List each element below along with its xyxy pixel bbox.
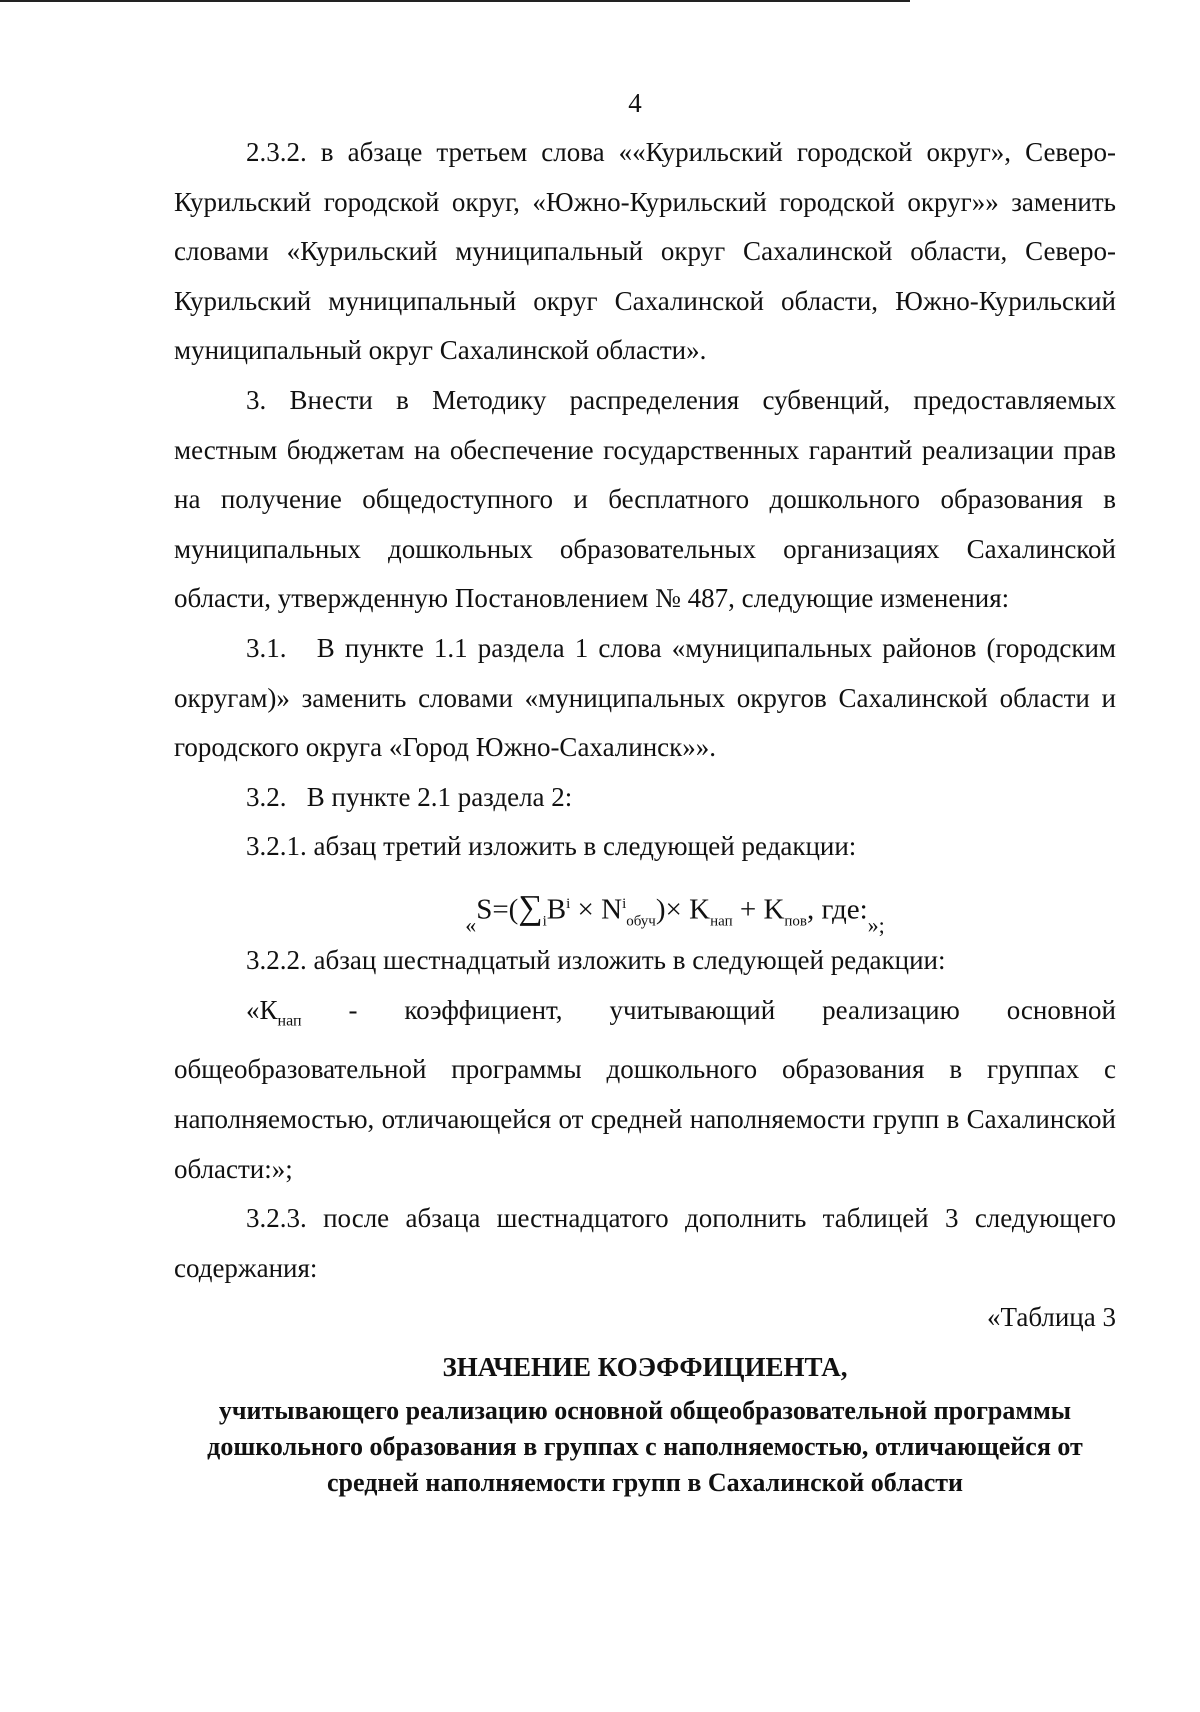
- document-body: [174, 128, 1123, 1501]
- paragraph-3-2-1: 3.2.1. абзац третий изложить в следующей редакции:: [246, 831, 857, 862]
- paragraph-3-2-2: 3.2.2. абзац шестнадцатый изложить в следующей редакции:: [246, 944, 946, 975]
- knap-prefix: «К: [246, 994, 278, 1025]
- page-number: 4: [628, 88, 642, 118]
- formula-mid: )× K: [655, 893, 711, 926]
- paragraph-3: 3. Внести в Методику распределения субвенций, предоставляемых местным бюджетам на обеспечение государственных гарантий реализации прав на получение общедоступного и бесплатного дошкольного образования в муниципальных дошкольных образовательных организациях Сахалинской области, утвержденную Постановлением № 487, следующие изменения:: [174, 384, 1116, 614]
- formula-lhs: S=(: [476, 893, 519, 926]
- formula-open-quote: «: [465, 912, 477, 938]
- paragraph-3-2: 3.2. В пункте 2.1 раздела 2:: [246, 781, 573, 812]
- formula-tail: , где:: [807, 893, 868, 926]
- knap-sub: нап: [277, 1011, 302, 1029]
- table-label: «Таблица 3: [987, 1302, 1116, 1333]
- paragraph-knap-definition: [174, 986, 1116, 1195]
- formula-n-sub: обуч: [626, 913, 656, 930]
- table-title: ЗНАЧЕНИЕ КОЭФФИЦИЕНТА,: [442, 1352, 848, 1383]
- paragraph-3-1: 3.1. В пункте 1.1 раздела 1 слова «муниципальных районов (городским округам)» заменить словами «муниципальных округов Сахалинской области и городского округа «Город Южно-Сахалинск»».: [174, 632, 1123, 763]
- top-border-line: [0, 0, 910, 2]
- formula-close-quote: »;: [867, 912, 885, 938]
- formula-k2-sub: пов: [784, 913, 808, 930]
- formula-times-n: × N: [570, 893, 623, 926]
- table-subtitle: учитывающего реализацию основной общеобразовательной программы дошкольного образования в группах с наполняемостью, отличающейся от средней наполняемости групп в Сахалинской области: [207, 1395, 1083, 1497]
- paragraph-2-3-2: 2.3.2. в абзаце третьем слова ««Курильский городской округ», Северо-Курильский городской округ, «Южно-Курильский городской округ»» заменить словами «Курильский муниципальный округ Сахалинской области, Северо-Курильский муниципальный округ Сахалинской области, Южно-Курильский муниципальный округ Сахалинской области».: [174, 137, 1116, 366]
- knap-definition-text: - коэффициент, учитывающий реализацию основной общеобразовательной программы дошкольного образования в группах с наполняемостью, отличающейся от средней наполняемости групп в Сахалинской области:»;: [174, 994, 1116, 1184]
- formula-plus-k: + K: [732, 893, 785, 926]
- formula-n-sup: i: [622, 895, 627, 912]
- formula-k1-sub: нап: [710, 913, 733, 930]
- formula-s: [174, 872, 1116, 936]
- formula-sigma-sub: i: [542, 913, 547, 930]
- formula-b: B: [546, 893, 567, 926]
- paragraph-3-2-3: 3.2.3. после абзаца шестнадцатого дополнить таблицей 3 следующего содержания:: [174, 1203, 1116, 1283]
- formula-sigma: ∑: [518, 889, 543, 927]
- formula-b-sup: i: [566, 895, 571, 912]
